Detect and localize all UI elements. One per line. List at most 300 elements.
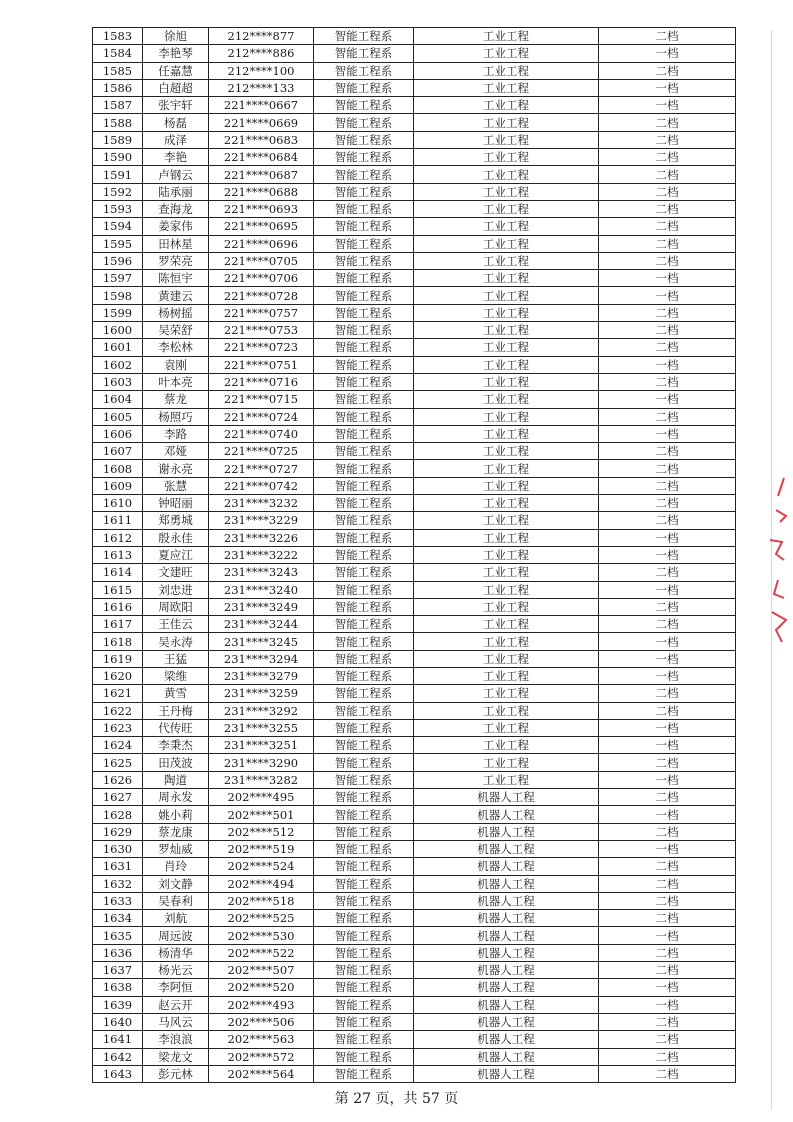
grant-level-cell: 二档 xyxy=(599,685,736,702)
department-cell: 智能工程系 xyxy=(314,962,414,979)
department-cell: 智能工程系 xyxy=(314,287,414,304)
student-name-cell: 杨树摇 xyxy=(143,304,209,321)
student-id-cell: 202****563 xyxy=(209,1031,314,1048)
department-cell: 智能工程系 xyxy=(314,685,414,702)
table-row xyxy=(93,166,736,183)
grant-level-cell: 一档 xyxy=(599,287,736,304)
table-row xyxy=(93,477,736,494)
row-number-cell: 1630 xyxy=(93,840,143,857)
student-id-cell: 231****3282 xyxy=(209,771,314,788)
department-cell: 智能工程系 xyxy=(314,114,414,131)
grant-level-cell: 二档 xyxy=(599,408,736,425)
major-cell: 机器人工程 xyxy=(414,996,599,1013)
row-number-cell: 1611 xyxy=(93,512,143,529)
row-number-cell: 1622 xyxy=(93,702,143,719)
student-name-cell: 成泽 xyxy=(143,131,209,148)
major-cell: 机器人工程 xyxy=(414,944,599,961)
major-cell: 工业工程 xyxy=(414,252,599,269)
student-name-cell: 梁龙文 xyxy=(143,1048,209,1065)
row-number-cell: 1637 xyxy=(93,962,143,979)
major-cell: 工业工程 xyxy=(414,45,599,62)
row-number-cell: 1616 xyxy=(93,598,143,615)
grant-level-cell: 一档 xyxy=(599,356,736,373)
table-row xyxy=(93,702,736,719)
grant-level-cell: 二档 xyxy=(599,477,736,494)
row-number-cell: 1636 xyxy=(93,944,143,961)
major-cell: 工业工程 xyxy=(414,28,599,45)
student-id-cell: 231****3243 xyxy=(209,564,314,581)
student-id-cell: 221****0667 xyxy=(209,97,314,114)
grant-level-cell: 一档 xyxy=(599,425,736,442)
grant-level-cell: 二档 xyxy=(599,131,736,148)
row-number-cell: 1635 xyxy=(93,927,143,944)
row-number-cell: 1591 xyxy=(93,166,143,183)
row-number-cell: 1605 xyxy=(93,408,143,425)
department-cell: 智能工程系 xyxy=(314,633,414,650)
table-row xyxy=(93,564,736,581)
table-row xyxy=(93,944,736,961)
student-name-cell: 李艳 xyxy=(143,149,209,166)
table-row xyxy=(93,823,736,840)
table-row xyxy=(93,131,736,148)
student-id-cell: 221****0705 xyxy=(209,252,314,269)
student-id-cell: 202****524 xyxy=(209,858,314,875)
grant-level-cell: 二档 xyxy=(599,910,736,927)
row-number-cell: 1615 xyxy=(93,581,143,598)
student-id-cell: 202****493 xyxy=(209,996,314,1013)
student-name-cell: 殷永佳 xyxy=(143,529,209,546)
major-cell: 工业工程 xyxy=(414,598,599,615)
row-number-cell: 1598 xyxy=(93,287,143,304)
student-id-cell: 212****886 xyxy=(209,45,314,62)
grant-level-cell: 一档 xyxy=(599,719,736,736)
student-id-cell: 202****506 xyxy=(209,1013,314,1030)
table-row xyxy=(93,1013,736,1030)
major-cell: 工业工程 xyxy=(414,356,599,373)
department-cell: 智能工程系 xyxy=(314,667,414,684)
student-name-cell: 杨磊 xyxy=(143,114,209,131)
grant-level-cell: 二档 xyxy=(599,944,736,961)
student-name-cell: 吴春利 xyxy=(143,892,209,909)
grant-level-cell: 一档 xyxy=(599,97,736,114)
grant-level-cell: 二档 xyxy=(599,1048,736,1065)
grant-level-cell: 二档 xyxy=(599,373,736,390)
grant-level-cell: 二档 xyxy=(599,1013,736,1030)
student-id-cell: 231****3244 xyxy=(209,616,314,633)
student-id-cell: 221****0757 xyxy=(209,304,314,321)
major-cell: 工业工程 xyxy=(414,235,599,252)
row-number-cell: 1639 xyxy=(93,996,143,1013)
student-name-cell: 周永发 xyxy=(143,789,209,806)
student-id-cell: 221****0723 xyxy=(209,339,314,356)
row-number-cell: 1601 xyxy=(93,339,143,356)
student-id-cell: 221****0742 xyxy=(209,477,314,494)
table-row xyxy=(93,287,736,304)
department-cell: 智能工程系 xyxy=(314,529,414,546)
table-row xyxy=(93,512,736,529)
grant-level-cell: 二档 xyxy=(599,962,736,979)
student-name-cell: 罗灿威 xyxy=(143,840,209,857)
row-number-cell: 1606 xyxy=(93,425,143,442)
student-id-cell: 202****522 xyxy=(209,944,314,961)
student-id-cell: 221****0715 xyxy=(209,391,314,408)
department-cell: 智能工程系 xyxy=(314,373,414,390)
department-cell: 智能工程系 xyxy=(314,1065,414,1082)
grant-level-cell: 二档 xyxy=(599,166,736,183)
grant-level-cell: 二档 xyxy=(599,339,736,356)
student-id-cell: 221****0687 xyxy=(209,166,314,183)
major-cell: 工业工程 xyxy=(414,702,599,719)
grant-level-cell: 二档 xyxy=(599,495,736,512)
student-name-cell: 杨清华 xyxy=(143,944,209,961)
department-cell: 智能工程系 xyxy=(314,79,414,96)
student-id-cell: 221****0716 xyxy=(209,373,314,390)
student-name-cell: 蔡龙 xyxy=(143,391,209,408)
table-row xyxy=(93,581,736,598)
major-cell: 工业工程 xyxy=(414,771,599,788)
grant-level-cell: 二档 xyxy=(599,200,736,217)
row-number-cell: 1608 xyxy=(93,460,143,477)
row-number-cell: 1632 xyxy=(93,875,143,892)
student-id-cell: 221****0751 xyxy=(209,356,314,373)
row-number-cell: 1604 xyxy=(93,391,143,408)
student-name-cell: 黄雪 xyxy=(143,685,209,702)
major-cell: 工业工程 xyxy=(414,373,599,390)
grant-level-cell: 一档 xyxy=(599,581,736,598)
student-name-cell: 李阿恒 xyxy=(143,979,209,996)
grant-level-cell: 二档 xyxy=(599,443,736,460)
grant-level-cell: 一档 xyxy=(599,633,736,650)
row-number-cell: 1594 xyxy=(93,218,143,235)
major-cell: 工业工程 xyxy=(414,149,599,166)
table-row xyxy=(93,685,736,702)
student-name-cell: 查海龙 xyxy=(143,200,209,217)
student-id-cell: 221****0727 xyxy=(209,460,314,477)
student-name-cell: 陈恒宇 xyxy=(143,270,209,287)
department-cell: 智能工程系 xyxy=(314,183,414,200)
student-name-cell: 袁刚 xyxy=(143,356,209,373)
row-number-cell: 1643 xyxy=(93,1065,143,1082)
table-row xyxy=(93,322,736,339)
department-cell: 智能工程系 xyxy=(314,719,414,736)
department-cell: 智能工程系 xyxy=(314,737,414,754)
grant-level-cell: 二档 xyxy=(599,789,736,806)
student-id-cell: 202****519 xyxy=(209,840,314,857)
student-id-cell: 221****0669 xyxy=(209,114,314,131)
student-name-cell: 赵云开 xyxy=(143,996,209,1013)
major-cell: 工业工程 xyxy=(414,581,599,598)
table-row xyxy=(93,339,736,356)
student-id-cell: 212****133 xyxy=(209,79,314,96)
student-name-cell: 蔡龙康 xyxy=(143,823,209,840)
grant-level-cell: 一档 xyxy=(599,391,736,408)
student-name-cell: 白超超 xyxy=(143,79,209,96)
department-cell: 智能工程系 xyxy=(314,252,414,269)
major-cell: 工业工程 xyxy=(414,322,599,339)
student-id-cell: 231****3294 xyxy=(209,650,314,667)
row-number-cell: 1588 xyxy=(93,114,143,131)
major-cell: 工业工程 xyxy=(414,97,599,114)
major-cell: 机器人工程 xyxy=(414,806,599,823)
major-cell: 工业工程 xyxy=(414,512,599,529)
student-id-cell: 212****100 xyxy=(209,62,314,79)
table-row xyxy=(93,737,736,754)
student-name-cell: 田林星 xyxy=(143,235,209,252)
table-row xyxy=(93,304,736,321)
department-cell: 智能工程系 xyxy=(314,927,414,944)
major-cell: 机器人工程 xyxy=(414,910,599,927)
grant-level-cell: 二档 xyxy=(599,1065,736,1082)
grant-level-cell: 二档 xyxy=(599,702,736,719)
major-cell: 机器人工程 xyxy=(414,962,599,979)
student-name-cell: 王丹梅 xyxy=(143,702,209,719)
department-cell: 智能工程系 xyxy=(314,391,414,408)
student-name-cell: 任嘉慧 xyxy=(143,62,209,79)
department-cell: 智能工程系 xyxy=(314,235,414,252)
grant-level-cell: 二档 xyxy=(599,252,736,269)
table-row xyxy=(93,650,736,667)
student-name-cell: 马风云 xyxy=(143,1013,209,1030)
table-row xyxy=(93,443,736,460)
student-id-cell: 231****3222 xyxy=(209,546,314,563)
table-row xyxy=(93,391,736,408)
row-number-cell: 1631 xyxy=(93,858,143,875)
grant-level-cell: 二档 xyxy=(599,114,736,131)
row-number-cell: 1612 xyxy=(93,529,143,546)
grant-level-cell: 二档 xyxy=(599,1031,736,1048)
student-name-cell: 刘忠进 xyxy=(143,581,209,598)
department-cell: 智能工程系 xyxy=(314,322,414,339)
student-id-cell: 231****3255 xyxy=(209,719,314,736)
student-name-cell: 姜家伟 xyxy=(143,218,209,235)
student-id-cell: 202****564 xyxy=(209,1065,314,1082)
student-id-cell: 202****525 xyxy=(209,910,314,927)
grant-level-cell: 一档 xyxy=(599,79,736,96)
student-name-cell: 徐旭 xyxy=(143,28,209,45)
grant-level-cell: 二档 xyxy=(599,28,736,45)
grant-level-cell: 一档 xyxy=(599,979,736,996)
department-cell: 智能工程系 xyxy=(314,166,414,183)
student-id-cell: 221****0728 xyxy=(209,287,314,304)
row-number-cell: 1627 xyxy=(93,789,143,806)
table-row xyxy=(93,875,736,892)
student-id-cell: 221****0696 xyxy=(209,235,314,252)
student-id-cell: 202****507 xyxy=(209,962,314,979)
student-name-cell: 田茂波 xyxy=(143,754,209,771)
grant-level-cell: 一档 xyxy=(599,667,736,684)
department-cell: 智能工程系 xyxy=(314,858,414,875)
major-cell: 机器人工程 xyxy=(414,892,599,909)
department-cell: 智能工程系 xyxy=(314,218,414,235)
department-cell: 智能工程系 xyxy=(314,564,414,581)
row-number-cell: 1599 xyxy=(93,304,143,321)
table-row xyxy=(93,28,736,45)
department-cell: 智能工程系 xyxy=(314,892,414,909)
row-number-cell: 1617 xyxy=(93,616,143,633)
student-id-cell: 202****501 xyxy=(209,806,314,823)
page-number: 第 27 页，共 57 页 xyxy=(334,1091,459,1107)
student-id-cell: 231****3240 xyxy=(209,581,314,598)
grant-level-cell: 一档 xyxy=(599,45,736,62)
major-cell: 机器人工程 xyxy=(414,858,599,875)
row-number-cell: 1634 xyxy=(93,910,143,927)
row-number-cell: 1597 xyxy=(93,270,143,287)
major-cell: 工业工程 xyxy=(414,408,599,425)
department-cell: 智能工程系 xyxy=(314,996,414,1013)
major-cell: 机器人工程 xyxy=(414,1013,599,1030)
department-cell: 智能工程系 xyxy=(314,979,414,996)
table-row xyxy=(93,252,736,269)
student-id-cell: 221****0753 xyxy=(209,322,314,339)
student-name-cell: 吴荣舒 xyxy=(143,322,209,339)
student-name-cell: 钟昭丽 xyxy=(143,495,209,512)
student-name-cell: 刘文静 xyxy=(143,875,209,892)
grant-level-cell: 一档 xyxy=(599,840,736,857)
table-row xyxy=(93,719,736,736)
grant-level-cell: 二档 xyxy=(599,218,736,235)
major-cell: 工业工程 xyxy=(414,62,599,79)
grant-level-cell: 二档 xyxy=(599,460,736,477)
row-number-cell: 1600 xyxy=(93,322,143,339)
department-cell: 智能工程系 xyxy=(314,910,414,927)
red-seal-stamp-fragment xyxy=(756,470,792,650)
major-cell: 工业工程 xyxy=(414,287,599,304)
student-name-cell: 文建旺 xyxy=(143,564,209,581)
table-row xyxy=(93,373,736,390)
major-cell: 机器人工程 xyxy=(414,927,599,944)
major-cell: 工业工程 xyxy=(414,650,599,667)
row-number-cell: 1595 xyxy=(93,235,143,252)
student-id-cell: 221****0724 xyxy=(209,408,314,425)
grant-level-cell: 一档 xyxy=(599,996,736,1013)
table-row xyxy=(93,425,736,442)
grant-level-cell: 二档 xyxy=(599,564,736,581)
major-cell: 机器人工程 xyxy=(414,1048,599,1065)
student-id-cell: 212****877 xyxy=(209,28,314,45)
department-cell: 智能工程系 xyxy=(314,62,414,79)
student-id-cell: 221****0725 xyxy=(209,443,314,460)
major-cell: 工业工程 xyxy=(414,546,599,563)
department-cell: 智能工程系 xyxy=(314,304,414,321)
table-row xyxy=(93,495,736,512)
student-id-cell: 221****0740 xyxy=(209,425,314,442)
student-name-cell: 彭元林 xyxy=(143,1065,209,1082)
department-cell: 智能工程系 xyxy=(314,408,414,425)
grant-level-cell: 二档 xyxy=(599,892,736,909)
major-cell: 机器人工程 xyxy=(414,979,599,996)
department-cell: 智能工程系 xyxy=(314,789,414,806)
department-cell: 智能工程系 xyxy=(314,200,414,217)
student-name-cell: 张慧 xyxy=(143,477,209,494)
major-cell: 工业工程 xyxy=(414,495,599,512)
grant-level-cell: 一档 xyxy=(599,927,736,944)
row-number-cell: 1602 xyxy=(93,356,143,373)
table-row xyxy=(93,218,736,235)
department-cell: 智能工程系 xyxy=(314,45,414,62)
student-name-cell: 杨照巧 xyxy=(143,408,209,425)
table-row xyxy=(93,840,736,857)
table-row xyxy=(93,235,736,252)
department-cell: 智能工程系 xyxy=(314,581,414,598)
major-cell: 工业工程 xyxy=(414,633,599,650)
row-number-cell: 1618 xyxy=(93,633,143,650)
row-number-cell: 1623 xyxy=(93,719,143,736)
table-row xyxy=(93,149,736,166)
major-cell: 工业工程 xyxy=(414,529,599,546)
student-id-cell: 231****3292 xyxy=(209,702,314,719)
student-name-cell: 张宇轩 xyxy=(143,97,209,114)
student-name-cell: 罗荣亮 xyxy=(143,252,209,269)
major-cell: 工业工程 xyxy=(414,391,599,408)
grant-level-cell: 二档 xyxy=(599,616,736,633)
grant-level-cell: 二档 xyxy=(599,322,736,339)
student-name-cell: 陶道 xyxy=(143,771,209,788)
department-cell: 智能工程系 xyxy=(314,1013,414,1030)
grant-level-cell: 一档 xyxy=(599,737,736,754)
table-row xyxy=(93,806,736,823)
major-cell: 工业工程 xyxy=(414,270,599,287)
student-id-cell: 221****0706 xyxy=(209,270,314,287)
student-id-cell: 221****0683 xyxy=(209,131,314,148)
student-name-cell: 叶本亮 xyxy=(143,373,209,390)
student-name-cell: 郑勇城 xyxy=(143,512,209,529)
department-cell: 智能工程系 xyxy=(314,840,414,857)
student-name-cell: 梁维 xyxy=(143,667,209,684)
department-cell: 智能工程系 xyxy=(314,149,414,166)
department-cell: 智能工程系 xyxy=(314,270,414,287)
major-cell: 工业工程 xyxy=(414,719,599,736)
major-cell: 工业工程 xyxy=(414,737,599,754)
row-number-cell: 1586 xyxy=(93,79,143,96)
major-cell: 工业工程 xyxy=(414,443,599,460)
major-cell: 工业工程 xyxy=(414,685,599,702)
table-row xyxy=(93,97,736,114)
student-name-cell: 陆承丽 xyxy=(143,183,209,200)
department-cell: 智能工程系 xyxy=(314,1031,414,1048)
row-number-cell: 1620 xyxy=(93,667,143,684)
row-number-cell: 1587 xyxy=(93,97,143,114)
student-name-cell: 姚小莉 xyxy=(143,806,209,823)
row-number-cell: 1642 xyxy=(93,1048,143,1065)
table-row xyxy=(93,771,736,788)
major-cell: 工业工程 xyxy=(414,183,599,200)
student-name-cell: 邓娅 xyxy=(143,443,209,460)
major-cell: 工业工程 xyxy=(414,460,599,477)
row-number-cell: 1629 xyxy=(93,823,143,840)
row-number-cell: 1626 xyxy=(93,771,143,788)
student-name-cell: 杨光云 xyxy=(143,962,209,979)
department-cell: 智能工程系 xyxy=(314,771,414,788)
major-cell: 机器人工程 xyxy=(414,1065,599,1082)
student-id-cell: 231****3232 xyxy=(209,495,314,512)
row-number-cell: 1589 xyxy=(93,131,143,148)
row-number-cell: 1619 xyxy=(93,650,143,667)
student-id-cell: 231****3279 xyxy=(209,667,314,684)
student-name-cell: 李路 xyxy=(143,425,209,442)
table-row xyxy=(93,927,736,944)
department-cell: 智能工程系 xyxy=(314,616,414,633)
row-number-cell: 1628 xyxy=(93,806,143,823)
major-cell: 机器人工程 xyxy=(414,1031,599,1048)
table-row xyxy=(93,1065,736,1082)
student-name-cell: 王佳云 xyxy=(143,616,209,633)
student-id-cell: 231****3251 xyxy=(209,737,314,754)
grant-level-cell: 二档 xyxy=(599,754,736,771)
department-cell: 智能工程系 xyxy=(314,28,414,45)
table-row xyxy=(93,270,736,287)
student-name-cell: 李艳琴 xyxy=(143,45,209,62)
student-grant-table xyxy=(92,27,736,1083)
